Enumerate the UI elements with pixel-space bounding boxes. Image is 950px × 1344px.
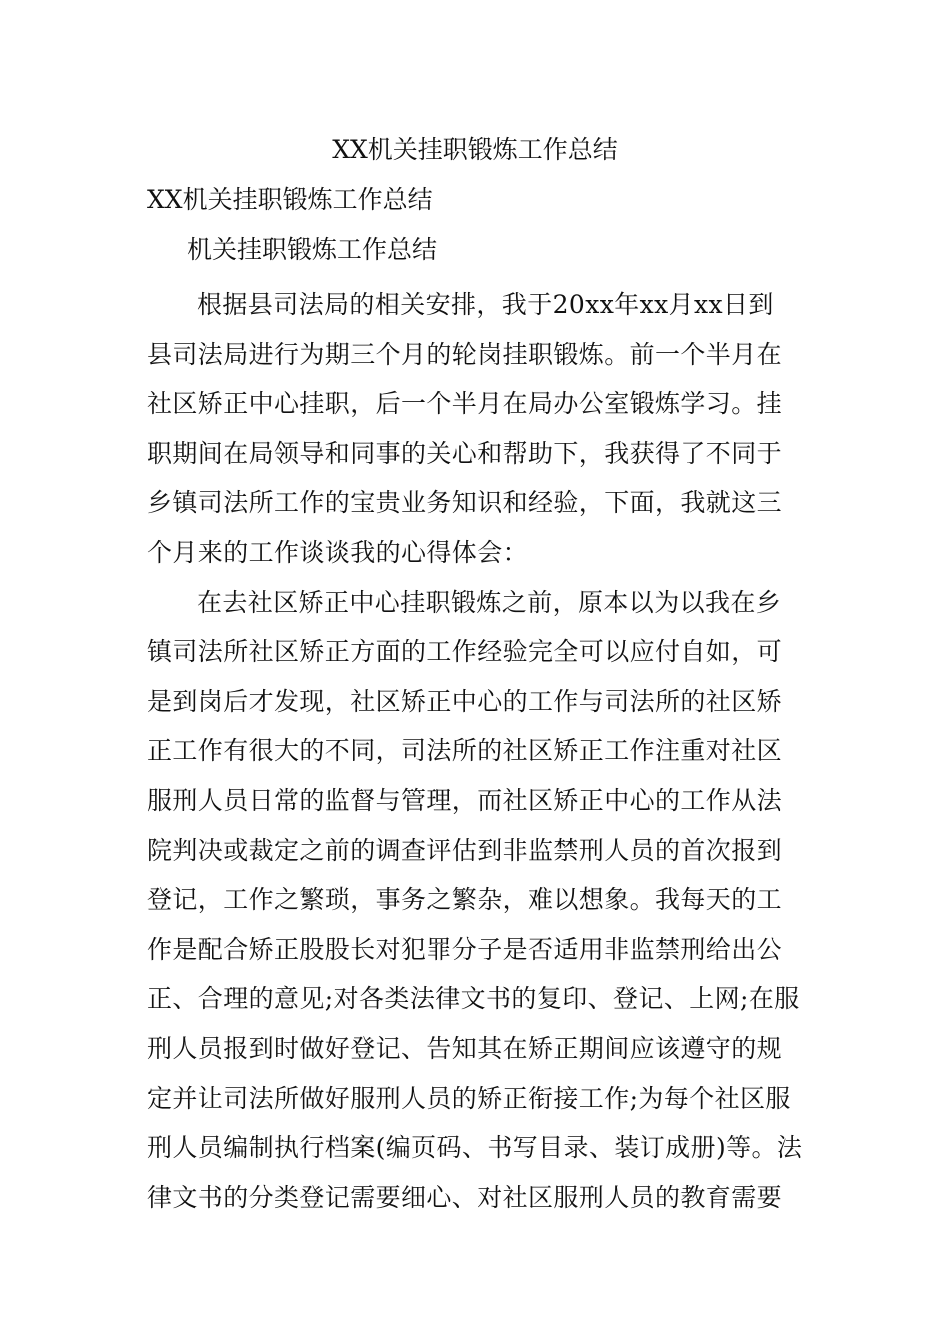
page-title: XX机关挂职锻炼工作总结	[332, 135, 618, 164]
body-line: 县司法局进行为期三个月的轮岗挂职锻炼。前一个半月在	[147, 339, 783, 369]
body-line: 定并让司法所做好服刑人员的矫正衔接工作;为每个社区服	[147, 1083, 791, 1113]
body-line: 作是配合矫正股股长对犯罪分子是否适用非监禁刑给出公	[147, 934, 783, 964]
document-body	[147, 280, 807, 1222]
body-line: 律文书的分类登记需要细心、对社区服刑人员的教育需要	[147, 1182, 783, 1212]
body-line: 是到岗后才发现，社区矫正中心的工作与司法所的社区矫	[147, 686, 783, 716]
body-line: 正工作有很大的不同，司法所的社区矫正工作注重对社区	[147, 736, 783, 766]
body-line: 登记，工作之繁琐，事务之繁杂，难以想象。我每天的工	[147, 885, 783, 915]
body-line: 正、合理的意见;对各类法律文书的复印、登记、上网;在服	[147, 984, 800, 1014]
body-line: 镇司法所社区矫正方面的工作经验完全可以应付自如，可	[147, 637, 783, 667]
body-line: 服刑人员日常的监督与管理，而社区矫正中心的工作从法	[147, 785, 783, 815]
body-line: 在去社区矫正中心挂职锻炼之前，原本以为以我在乡	[197, 587, 782, 617]
document-subheading: 机关挂职锻炼工作总结	[187, 235, 438, 264]
body-line: 根据县司法局的相关安排，我于20xx年xx月xx日到	[197, 290, 774, 319]
body-line: 社区矫正中心挂职，后一个半月在局办公室锻炼学习。挂	[147, 389, 783, 419]
body-line: 刑人员编制执行档案(编页码、书写目录、装订成册)等。法	[147, 1133, 803, 1163]
body-line: 刑人员报到时做好登记、告知其在矫正期间应该遵守的规	[147, 1033, 783, 1063]
body-line: 院判决或裁定之前的调查评估到非监禁刑人员的首次报到	[147, 835, 783, 865]
body-line: 职期间在局领导和同事的关心和帮助下，我获得了不同于	[147, 438, 783, 468]
document-heading: XX机关挂职锻炼工作总结	[147, 185, 433, 214]
body-line: 乡镇司法所工作的宝贵业务知识和经验，下面，我就这三	[147, 488, 783, 518]
body-line: 个月来的工作谈谈我的心得体会：	[147, 537, 529, 567]
